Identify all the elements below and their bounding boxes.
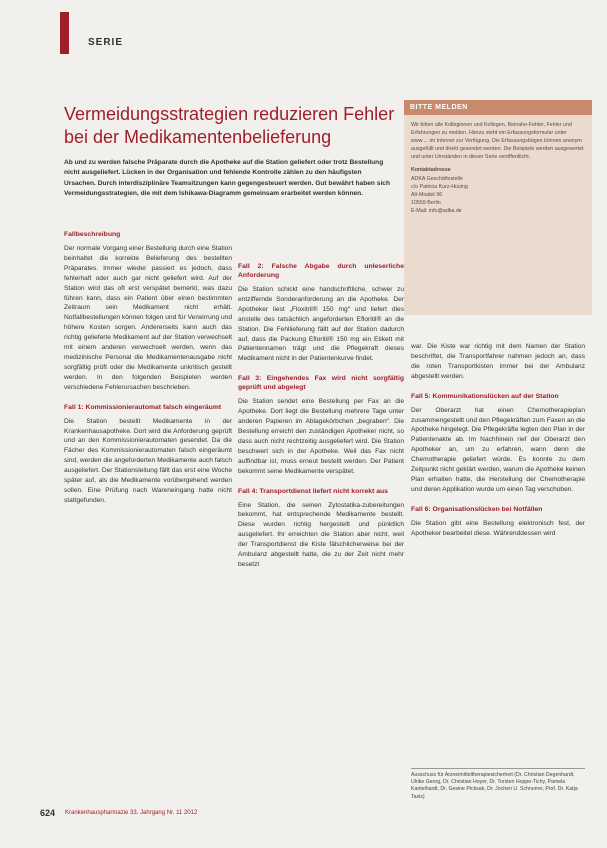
text-column-3 [411, 342, 585, 544]
section-accent-bar [60, 12, 69, 54]
info-box-text: Wir bitten alle Kolleginnen und Kollegen, Beinahe-Fehler, Fehler und Erfahrungen zu melden. Hierzu steht ein Erfassungsformular unter www.... im Internet zur Verfügung. Die Erfassungsbögen können anonym ausgefüllt und direkt gesendet werden. Die Beispiele werden ausgewertet und unter Umständen in dieser Serie veröffentlicht. [411, 122, 584, 161]
section-heading: Fall 1: Kommissionierautomat falsch eingeräumt [64, 403, 222, 411]
article-lead: Ab und zu werden falsche Präparate durch die Apotheke auf die Station geliefert oder trotz Bestellung nicht ausgeliefert. Lücken in der Organisation und fehlende Kontrolle zählen zu den häufigsten Ursachen. Durch interdisziplinäre Teamsitzungen kann gegengesteuert werden. Gut bewährt haben sich Vermeidungsstrategien, die mit dem Ishikawa-Diagramm gemeinsam erarbeitet werden können. [64, 159, 390, 198]
text-column-1 [64, 230, 232, 511]
paragraph: Eine Station, die seinen Zytostatika-zubereitungen bekommt, hat entsprechende Medikamente bestellt. Diese wurden richtig hergestellt und pünktlich ausgeliefert. Ihr erreichten die Station aber nicht, weil der Transportdienst die Kiste fälschlicherweise bei der Ambulanz abgestellt hatte, die zu der Zeit nicht mehr besetzt [238, 501, 404, 568]
paragraph: Die Station gibt eine Bestellung elektronisch fest, der Apotheker bearbeitet diese. Währenddessen wird [411, 519, 585, 537]
journal-footer: Krankenhauspharmazie 33. Jahrgang Nr. 11 2012 [65, 810, 198, 816]
paragraph: war. Die Kiste war richtig mit dem Namen der Station beschriftet, die Transportfahrer nahmen jedoch an, dass die roten Transportkisten immer bei der Ambulanz abgestellt werden. [411, 343, 585, 380]
section-label: SERIE [88, 37, 124, 48]
text-column-2 [238, 262, 404, 575]
page-number: 624 [40, 808, 56, 818]
paragraph: Die Station bestellt Medikamente in der Krankenhausapotheke. Dort wird die Anforderung geprüft und an den Kommissionierautomaten gesendet. Da die Fächer des Kommissionierautomaten falsch eingeräumt sind, werden die angeforderten Medikamente auch falsch ausgeliefert. Der Stationsleitung fällt das erst eine Woche später auf, als die Medikamente vorübergehend werden sollen. Eine Prüfung nach Wareneingang hatte nicht stattgefunden. [64, 417, 232, 504]
section-heading: Fall 5: Kommunikationslücken auf der Station [411, 392, 559, 400]
info-box [404, 100, 592, 315]
section-heading: Fall 4: Transportdienst liefert nicht korrekt aus [238, 487, 388, 495]
contact-title: Kontaktadresse [411, 167, 451, 174]
contact-line: ADKA Geschäftsstelle [411, 175, 463, 182]
contact-line: 10559 Berlin [411, 199, 441, 206]
section-heading: Fallbeschreibung [64, 231, 121, 238]
contact-line: c/o Patricia Kurz-Hüsing [411, 183, 468, 190]
paragraph: Die Station schickt eine handschriftliche, schwer zu entziffernde Sonderanforderung an die Apotheke. Der Apotheker liest „Floxitril® 150 mg“ und liefert dies anstelle des tatsächlich angeforderten Efloritil® an die Station. Die Fehllieferung fällt auf der Station dadurch auf, dass die Packung Efloritil® 150 mg ein Etikett mit Patientennamen trägt und die Pflegekraft dieses Medikament nicht in der Patientenkurve findet. [238, 286, 404, 363]
info-box-heading: BITTE MELDEN [404, 100, 592, 115]
section-heading: Fall 6: Organisationslücken bei Notfällen [411, 505, 543, 513]
paragraph: Die Station sendet eine Bestellung per Fax an die Apotheke. Dort liegt die Bestellung mehrere Tage unter anderen Papieren im Ablagekörbchen „begraben“. Die Bestellung erreicht den zuständigen Apotheker nicht, so dass auch nicht rechtzeitig ausgeliefert wird. Die Station beschwert sich in der Apotheke. Weil das Fax nicht auffindbar ist, muss erneut bestellt werden. Der Patient bekommt seine Medikamente verspätet. [238, 398, 404, 475]
contact-email: E-Mail: info@adka.de [411, 207, 462, 214]
paragraph: Der Oberarzt hat einen Chemotherapieplan zusammengestellt und den Pflegekräften zum Faxen an die Apotheke hingelegt. Die Pflegekräfte legten den Plan in der Patientenakte ab. Im Nachhinein rief der Oberarzt den Apotheker an, um zu erfahren, wann denn die Chemotherapie geliefert würde. Es konnte zu dem Zeitpunkt nicht geklärt werden, warum die Apotheke keinen Plan erhalten hatte, die Herstellung der Chemotherapie und deren Applikation wurde um einen Tag verschoben. [411, 406, 585, 493]
article-title: Vermeidungsstrategien reduzieren Fehler bei der Medikamentenbelieferung [64, 104, 395, 147]
contact-line: Alt-Moabit 96 [411, 191, 443, 198]
author-footnote: Ausschuss für Arzneimitteltherapiesicherheit (Dr. Christian Degenhardt, Ulrike Georg, Dr. Christian Hoyer, Dr. Torsten Hoppe-Tichy, Pamela Kantelhardt, Dr. Gesine Picksak, Dr. Jochen U. Schnurrer, Prof. Dr. Katja Taxis) [411, 768, 585, 801]
section-heading: Fall 3: Eingehendes Fax wird nicht sorgfältig geprüft und abgelegt [238, 375, 404, 392]
section-heading: Fall 2: Falsche Abgabe durch unleserliche Anforderung [238, 263, 404, 279]
info-box-body [404, 115, 592, 221]
paragraph: Der normale Vorgang einer Bestellung durch eine Station beinhaltet die korrekte Belieferung des bestellten Präparates. Immer wieder passiert es jedoch, dass fehlerhaft oder auch gar nicht geliefert wird. Auf der Station wird das oft erst verspätet bemerkt, was dazu führen kann, dass ein Patient über einen bestimmten Zeitraum sein Medikament nicht erhält. Notfallbestellungen können folgen und für Verwirrung und höhere Kosten sorgen. Andererseits kann auch das richtig gelieferte Medikament auf der Station verwechselt mit einem anderen verwechselt werden, wenn das medizinische Personal die Medikamentenausgabe nicht sorgfältig prüft oder die Medikamente unkritisch gestellt werden. In den folgenden Beispielen werden verschiedene Fehlerursachen beschrieben. [64, 245, 232, 391]
